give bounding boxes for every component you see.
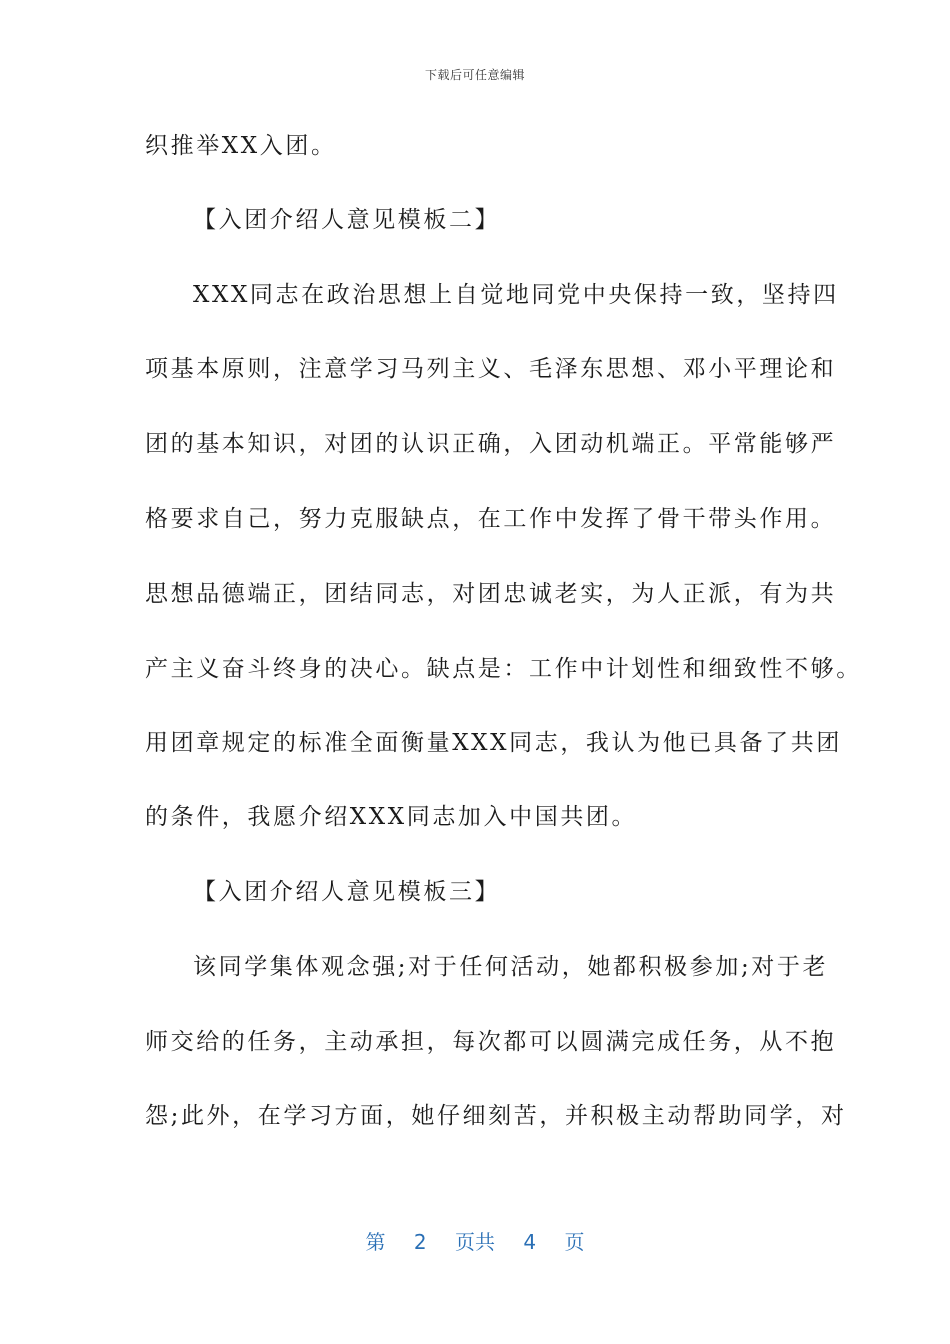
body-line: 织推举XX入团。: [145, 133, 337, 159]
page-label-middle: 页共: [455, 1230, 495, 1254]
body-line: 的条件，我愿介绍XXX同志加入中国共团。: [145, 804, 638, 830]
body-line: 产主义奋斗终身的决心。缺点是：工作中计划性和细致性不够。: [145, 656, 862, 682]
section-heading: 【入团介绍人意见模板二】: [193, 207, 501, 233]
body-line: 怨;此外，在学习方面，她仔细刻苦，并积极主动帮助同学，对: [145, 1103, 847, 1129]
page-label-prefix: 第: [365, 1230, 386, 1254]
page-label-suffix: 页: [564, 1230, 585, 1254]
page-header: 下载后可任意编辑: [424, 68, 525, 82]
section-heading: 【入团介绍人意见模板三】: [193, 879, 501, 905]
body-line: 用团章规定的标准全面衡量XXX同志，我认为他已具备了共团: [145, 730, 842, 756]
page-footer: [0, 1226, 950, 1255]
body-line: 思想品德端正，团结同志，对团忠诚老实，为人正派，有为共: [145, 581, 837, 607]
total-page-number: 4: [523, 1230, 537, 1254]
body-line: 项基本原则，注意学习马列主义、毛泽东思想、邓小平理论和: [145, 356, 837, 382]
body-line: XXX同志在政治思想上自觉地同党中央保持一致，坚持四: [193, 282, 839, 308]
body-line: 该同学集体观念强;对于任何活动，她都积极参加;对于老: [193, 954, 829, 980]
body-line: 格要求自己，努力克服缺点，在工作中发挥了骨干带头作用。: [145, 506, 837, 532]
body-line: 师交给的任务，主动承担，每次都可以圆满完成任务，从不抱: [145, 1029, 837, 1055]
current-page-number: 2: [413, 1230, 427, 1254]
body-line: 团的基本知识，对团的认识正确，入团动机端正。平常能够严: [145, 431, 837, 457]
